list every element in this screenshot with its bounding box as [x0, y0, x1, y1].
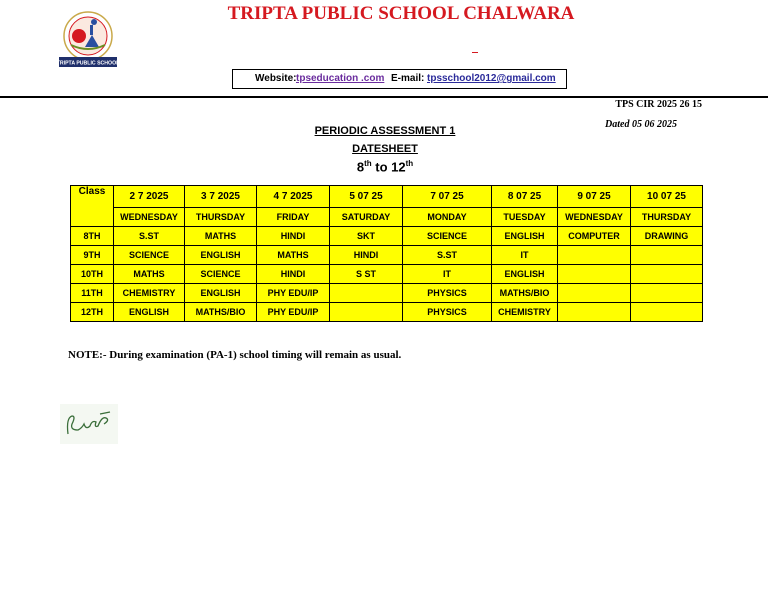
- table-day-row: [71, 208, 703, 227]
- date-cell: 4 7 2025: [257, 186, 330, 208]
- class-cell: 11TH: [71, 284, 114, 303]
- subject-cell: SCIENCE: [114, 246, 185, 265]
- subject-cell: PHYSICS: [403, 284, 492, 303]
- datesheet-table: [70, 185, 703, 322]
- subject-cell: MATHS: [257, 246, 330, 265]
- subject-cell: [330, 284, 403, 303]
- email-link[interactable]: tpsschool2012@gmail.com: [427, 73, 556, 84]
- signature: [60, 404, 118, 444]
- date-cell: 2 7 2025: [114, 186, 185, 208]
- class-range: [300, 159, 470, 174]
- table-row: [71, 246, 703, 265]
- subject-cell: CHEMISTRY: [114, 284, 185, 303]
- note-text: NOTE:- During examination (PA-1) school timing will remain as usual.: [68, 349, 402, 361]
- day-cell: THURSDAY: [631, 208, 703, 227]
- day-cell: SATURDAY: [330, 208, 403, 227]
- subject-cell: PHY EDU/IP: [257, 284, 330, 303]
- class-cell: 8TH: [71, 227, 114, 246]
- table-header-row: [71, 186, 703, 208]
- subject-cell: IT: [492, 246, 558, 265]
- subject-cell: ENGLISH: [185, 246, 257, 265]
- subject-cell: ENGLISH: [114, 303, 185, 322]
- subject-cell: [631, 265, 703, 284]
- subject-cell: SKT: [330, 227, 403, 246]
- day-cell: FRIDAY: [257, 208, 330, 227]
- date-cell: 5 07 25: [330, 186, 403, 208]
- range-from-suffix: th: [364, 159, 372, 168]
- subject-cell: [631, 246, 703, 265]
- range-from: 8: [356, 159, 365, 175]
- subject-cell: HINDI: [257, 265, 330, 284]
- date-cell: 10 07 25: [631, 186, 703, 208]
- table-row: [71, 303, 703, 322]
- circular-number: TPS CIR 2025 26 15: [615, 99, 702, 110]
- decorative-mark: [472, 52, 478, 53]
- subject-cell: S.ST: [403, 246, 492, 265]
- contact-box: [232, 69, 567, 89]
- subject-cell: [558, 303, 631, 322]
- table-row: [71, 265, 703, 284]
- table-row: [71, 284, 703, 303]
- subject-cell: COMPUTER: [558, 227, 631, 246]
- subject-cell: DRAWING: [631, 227, 703, 246]
- range-to-suffix: th: [405, 159, 414, 168]
- subject-cell: [558, 284, 631, 303]
- day-cell: THURSDAY: [185, 208, 257, 227]
- subject-cell: HINDI: [257, 227, 330, 246]
- date-cell: 3 7 2025: [185, 186, 257, 208]
- subject-cell: IT: [403, 265, 492, 284]
- subject-cell: [330, 303, 403, 322]
- subject-cell: CHEMISTRY: [492, 303, 558, 322]
- circular-date: Dated 05 06 2025: [605, 119, 677, 130]
- date-cell: 7 07 25: [403, 186, 492, 208]
- subject-cell: ENGLISH: [492, 227, 558, 246]
- class-cell: 10TH: [71, 265, 114, 284]
- class-cell: 9TH: [71, 246, 114, 265]
- subject-cell: PHY EDU/IP: [257, 303, 330, 322]
- class-cell: 12TH: [71, 303, 114, 322]
- subject-cell: S.ST: [114, 227, 185, 246]
- email-label: E-mail:: [391, 73, 425, 84]
- datesheet-title: DATESHEET: [352, 143, 418, 155]
- class-header-cell: Class: [71, 186, 114, 227]
- date-cell: 8 07 25: [492, 186, 558, 208]
- table-row: [71, 227, 703, 246]
- date-cell: 9 07 25: [558, 186, 631, 208]
- subject-cell: ENGLISH: [185, 284, 257, 303]
- subject-cell: MATHS/BIO: [185, 303, 257, 322]
- subject-cell: PHYSICS: [403, 303, 492, 322]
- subject-cell: SCIENCE: [185, 265, 257, 284]
- logo-text: TRIPTA PUBLIC SCHOOL: [57, 60, 119, 67]
- website-label: Website:: [255, 73, 297, 84]
- day-cell: WEDNESDAY: [114, 208, 185, 227]
- subject-cell: [631, 284, 703, 303]
- subject-cell: [558, 246, 631, 265]
- subject-cell: MATHS: [114, 265, 185, 284]
- day-cell: WEDNESDAY: [558, 208, 631, 227]
- website-link[interactable]: tpseducation .com: [296, 73, 385, 84]
- subject-cell: SCIENCE: [403, 227, 492, 246]
- assessment-title: PERIODIC ASSESSMENT 1: [314, 125, 456, 137]
- subject-cell: [631, 303, 703, 322]
- day-cell: TUESDAY: [492, 208, 558, 227]
- range-to: to 12: [371, 159, 406, 175]
- day-cell: MONDAY: [403, 208, 492, 227]
- header-rule: [0, 96, 768, 98]
- subject-cell: S ST: [330, 265, 403, 284]
- subject-cell: [558, 265, 631, 284]
- subject-cell: MATHS: [185, 227, 257, 246]
- subject-cell: HINDI: [330, 246, 403, 265]
- subject-cell: ENGLISH: [492, 265, 558, 284]
- subject-cell: MATHS/BIO: [492, 284, 558, 303]
- school-name: TRIPTA PUBLIC SCHOOL CHALWARA: [227, 3, 575, 24]
